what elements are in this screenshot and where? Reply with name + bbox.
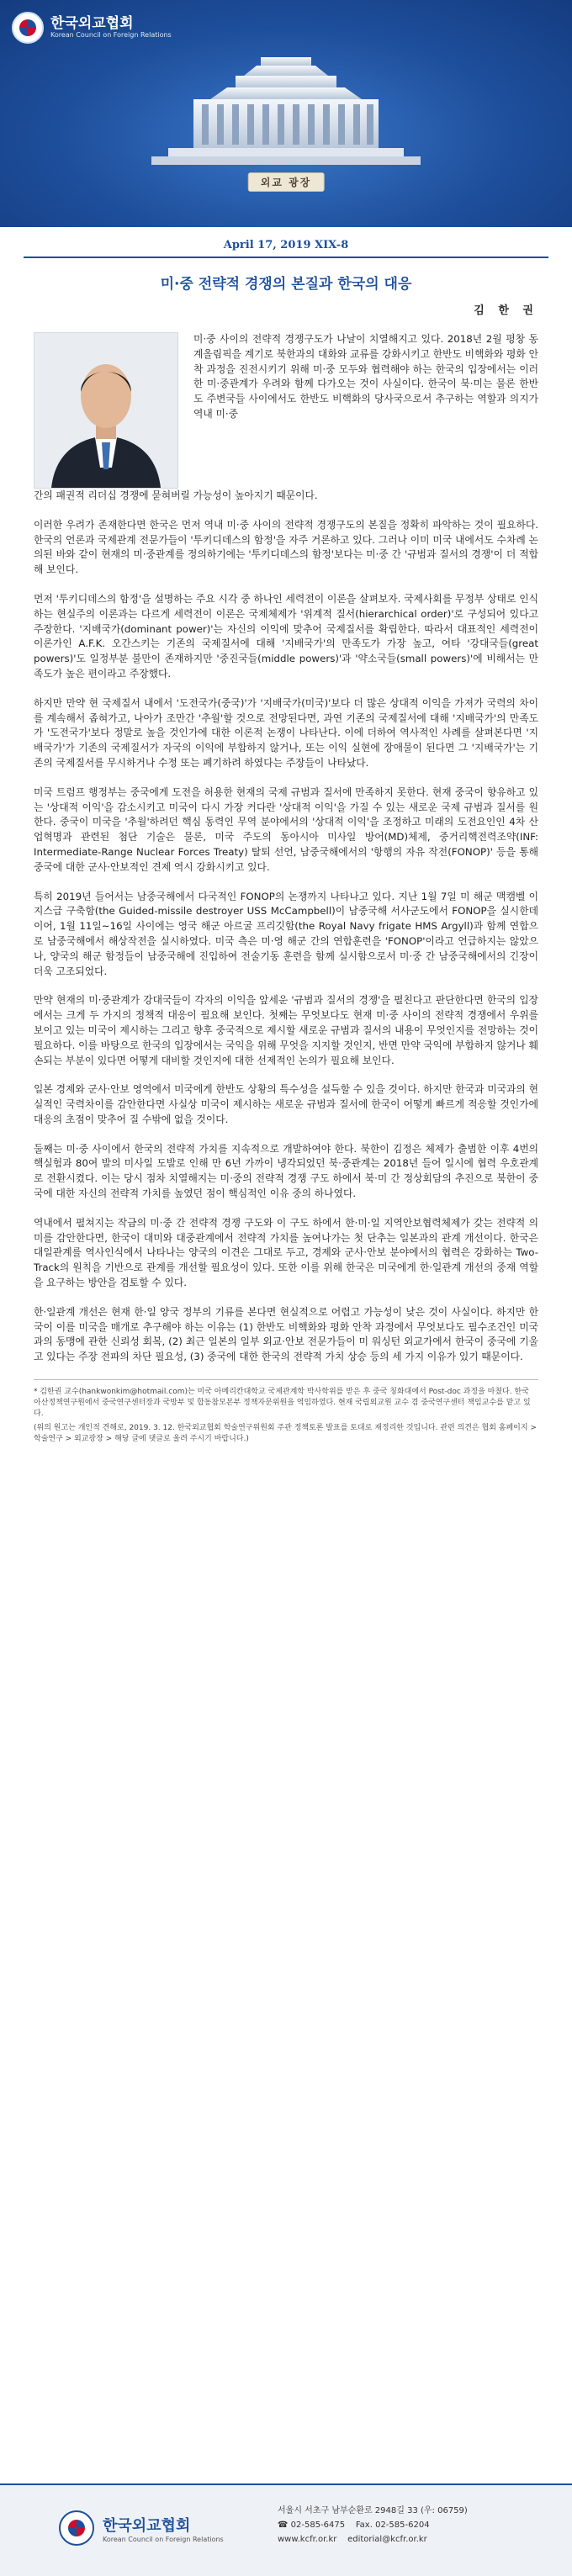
- footer-org-sub: Korean Council on Foreign Relations: [103, 2535, 224, 2543]
- header-banner: [0, 0, 572, 227]
- author-portrait-icon: [34, 333, 177, 488]
- intro-paragraph: 미·중 사이의 전략적 경쟁구도가 나날이 치열해지고 있다. 2018년 2월 평창 동계올림픽을 계기로 북한과의 대화와 교류를 강화시키고 한반도 비핵화와 평화 안착 과정을 진전시키기 위해 미·중 모두와 협력해야 하는 한국의 입장에서는 이러한 미·중관계가 우려와 함께 다가오는 것이 사실이다. 한국이 북·미는 물론 한반도 주변국들 사이에서도 한반도 비핵화의 당사국으로서 추구하는 역할과 의지가 역내 미·중: [193, 333, 538, 420]
- issue-date: April 17, 2019 XIX-8: [223, 239, 349, 251]
- footer-website-link[interactable]: www.kcfr.or.kr: [278, 2535, 337, 2544]
- body-paragraph-2: 먼저 '투키디데스의 함정'을 설명하는 주요 시각 중 하나인 세력전이 이론을 살펴보자. 국제사회를 무정부 상태로 인식하는 현실주의 이론과는 다르게 세력전이 이론은 국제체제가 '위계적 질서(hierarchical order)'로 구성되어 있다고 주장한다. '지배국가(dominant power)'는 자신의 이익에 맞추어 국제질서를 확립한다. 따라서 대표적인 세력전이 이론가인 A.F.K. 오간스키는 기존의 국제질서에 대해 '지배국가'의 만족도가 가장 높고, 여타 '강대국들(great powers)'도 일정부분 불만이 존재하지만 '중진국들(middle powers)'과 '약소국들(small powers)'에 비해서는 만족도가 높은 편이라고 주장했다.: [34, 592, 538, 680]
- body-paragraph-8: 둘째는 미·중 사이에서 한국의 전략적 가치를 지속적으로 개발하여야 한다. 북한이 김정은 체제가 출범한 이후 4번의 핵실험과 80여 발의 미사일 도발로 인해 만 6년 가까이 냉각되었던 북·중관계는 2018년 들어 일시에 협력 우호관계로 전환시켰다. 이는 당시 점차 치열해지는 미·중의 전략적 경쟁 구도 하에서 북·미 간 정상회담의 추진으로 북한이 중국에 대한 자신의 전략적 가치를 높였던 점이 핵심적인 이유 중의 하나였다.: [34, 1142, 538, 1200]
- org-seal-icon: [12, 12, 44, 44]
- footer-tel: ☎ 02-585-6475: [278, 2520, 346, 2530]
- footer-contact: [278, 2504, 468, 2547]
- building-illustration: [135, 50, 437, 177]
- org-sub: Korean Council on Foreign Relations: [50, 31, 172, 39]
- body-paragraph-9: 역내에서 펼쳐지는 작금의 미·중 간 전략적 경쟁 구도와 이 구도 하에서 한·미·일 지역안보협력체제가 갖는 전략적 의미를 감안한다면, 한국이 대미와 대중관계에서 전략적 가치를 높여나가는 첫 단추는 일본과의 관계 개선이다. 한국은 대일관계를 역사인식에서 나타나는 양국의 이견은 그대로 두고, 경제와 군사·안보 분야에서의 협력은 강화하는 Two-Track의 원칙을 기반으로 관계를 개선할 필요성이 있다. 또한 이를 위해 한국은 미국에게 한·일관계 개선의 중재 역할을 요구하는 방안을 검토할 수 있다.: [34, 1216, 538, 1289]
- footer-logo: [59, 2510, 224, 2546]
- footer-org-name: 한국외교협회: [103, 2516, 191, 2535]
- footer-address: 서울시 서초구 남부순환로 2948길 33 (우: 06759): [278, 2506, 468, 2515]
- org-name: 한국외교협회: [50, 15, 134, 32]
- author-photo: [34, 332, 178, 489]
- footer-fax: Fax. 02-585-6204: [355, 2520, 430, 2530]
- intro-block: [34, 332, 538, 489]
- intro-paragraph-rest: 간의 패권적 리더십 경쟁에 묻혀버릴 가능성이 높아지기 때문이다.: [34, 489, 318, 501]
- footer-email-link[interactable]: editorial@kcfr.or.kr: [347, 2535, 427, 2544]
- footer-seal-icon: [59, 2510, 94, 2546]
- body-paragraph-4: 미국 트럼프 행정부는 중국에게 도전을 허용한 현재의 국제 규범과 질서에 만족하지 못한다. 현재 중국이 향유하고 있는 '상대적 이익'을 감소시키고 미국이 다시 가장 커다란 '상대적 이익'을 가질 수 있는 새로운 국제 규범과 질서를 원한다. 중국이 미국을 '추월'하려던 핵심 동력인 무역 분야에서의 '상대적 이익'을 조정하고 미래의 도전요인인 4차 산업혁명과 관련된 첨단 기술은 물론, 미국 주도의 동아시아 미사일 방어(MD)체제, 중거리핵전력조약(INF: Intermediate-Range Nuclear Forces Treaty) 탈퇴 선언, 남중국해에서의 '항행의 자유 작전(FONOP)' 등을 통해 중국에 대한 군사·안보적인 견제 역시 강화시키고 있다.: [34, 785, 538, 873]
- article-title: 미·중 전략적 경쟁의 본질과 한국의 대응: [160, 276, 412, 293]
- footnotes: [34, 1379, 538, 1445]
- footer: [0, 2483, 572, 2576]
- body-paragraph-7: 일본 경제와 군사·안보 영역에서 미국에게 한반도 상황의 특수성을 설득할 수 있을 것이다. 하지만 한국과 미국과의 현실적인 국력차이를 감안한다면 사실상 미국이 제시하는 새로운 규범과 질서에 한국이 어떻게 빠르게 적응할 것인가에 대응의 초점이 맞추어 질 수밖에 없을 것이다.: [34, 1083, 538, 1125]
- body-paragraph-6: 만약 현재의 미·중관계가 강대국들이 각자의 이익을 앞세운 '규범과 질서의 경쟁'을 펼친다고 판단한다면 한국의 입장에서는 크게 두 가지의 정책적 대응이 필요해 보인다. 첫째는 무엇보다도 현재 미·중 사이의 전략적 경쟁에서 우위를 보이고 있는 미국이 제시하는 그리고 향후 중국적으로 제시할 새로운 규범과 질서의 내용이 무엇인지를 전망하는 것이 필요하다. 이를 바탕으로 한국의 입장에서는 국익을 위해 무엇을 지지할 것인지, 반면 만약 국익에 부합하지 않거나 훼손되는 부분이 있다면 어떻게 대비할 것인지에 대한 선제적인 논의가 필요해 보인다.: [34, 994, 538, 1066]
- body-paragraph-5: 특히 2019년 들어서는 남중국해에서 다국적인 FONOP의 논쟁까지 나타나고 있다. 지난 1월 7일 미 해군 맥캠벨 이지스급 구축함(the Guided-missile destroyer USS McCampbell)이 남중국해 서사군도에서 FONOP을 실시한데 이어, 1월 11일~16일 사이에는 영국 해군 아르굴 프리깃함(the Royal Navy frigate HMS Argyll)과 함께 연합으로 남중국해에서 해상작전을 실시하였다. 미국 측은 미·영 해군 간의 연합훈련을 'FONOP'이라고 언급하지는 않았으나, 양국의 해군 함정들이 남중국해에 진입하여 전술기동 훈련을 함께 실시함으로서 미·중 간 남중국해에서의 긴장이 더욱 고조되었다.: [34, 890, 538, 977]
- author-name: 김 한 권: [474, 304, 538, 317]
- divider: [24, 257, 548, 258]
- footnote-author: * 김한권 교수(hankwonkim@hotmail.com)는 미국 아메리칸대학교 국제관계학 박사학위를 받은 후 중국 칭화대에서 Post-doc 과정을 마쳤다. 한국 아산정책연구원에서 중국연구센터장과 국방부 및 합동참모본부 정책자문위원을 역임하였다. 현재 국립외교원 교수 겸 중국연구센터 책임교수를 맡고 있다.: [34, 1388, 531, 1419]
- footnote-disclaimer: (위의 원고는 개인적 견해로, 2019. 3. 12. 한국외교협회 학술연구위원회 주관 정책토론 발표를 토대로 재정리한 것입니다. 관련 의견은 협회 홈페이지 > 학술연구 > 외교광장 > 해당 글에 댓글로 올려 주시기 바랍니다.): [34, 1424, 537, 1444]
- org-logo: [12, 12, 172, 44]
- body-paragraph-10: 한·일관계 개선은 현재 한·일 양국 정부의 기류를 본다면 현실적으로 어렵고 가능성이 낮은 것이 사실이다. 하지만 한국이 이를 미국을 매개로 추구해야 하는 이유는 (1) 한반도 비핵화와 평화 안착 과정에서 무엇보다도 필수조건인 미국과의 동맹에 관한 신뢰성 회복, (2) 최근 일본의 일부 외교·안보 전문가들이 미 워싱턴 외교가에서 한국이 중국에 기울고 있다는 주장 전파의 차단 필요성, (3) 중국에 대한 한국의 전략적 가치 상승 등의 세 가지 이유가 있기 때문이다.: [34, 1305, 538, 1363]
- body-paragraph-3: 하지만 만약 현 국제질서 내에서 '도전국가(중국)'가 '지배국가(미국)'보다 더 많은 상대적 이익을 가져가 국력의 차이를 계속해서 좁혀가고, 나아가 조만간 '추월'할 것으로 전망된다면, 과연 기존의 국제질서에 대해 '지배국가'의 만족도가 '도전국가'보다 정말로 높을 것인가에 대한 이론적 논쟁이 나타난다. 이에 더하여 역사적인 사례를 살펴본다면 '지배국가'가 기존의 국제질서가 자국의 이익에 부합하지 않거나, 또는 이익 실현에 장애물이 된다면 그 '지배국가'는 기존의 국제질서를 무시하거나 수정 또는 폐기하려 하였다는 주장들이 나타났다.: [34, 696, 538, 769]
- badge-label: 외교 광장: [248, 172, 325, 192]
- body-paragraph-1: 이러한 우려가 존재한다면 한국은 먼저 역내 미·중 사이의 전략적 경쟁구도의 본질을 정확히 파악하는 것이 필요하다. 한국의 언론과 국제관계 전문가들이 '투키디데스의 함정'을 자주 거론하고 있다. 그러나 이미 미국 내에서도 수차례 논의된 바와 같이 현재의 미·중관계를 정의하기에는 '투키디데스의 함정'보다는 미·중 간 '규범과 질서의 경쟁'이 더 적합해 보인다.: [34, 518, 538, 576]
- article-body: [0, 332, 572, 1365]
